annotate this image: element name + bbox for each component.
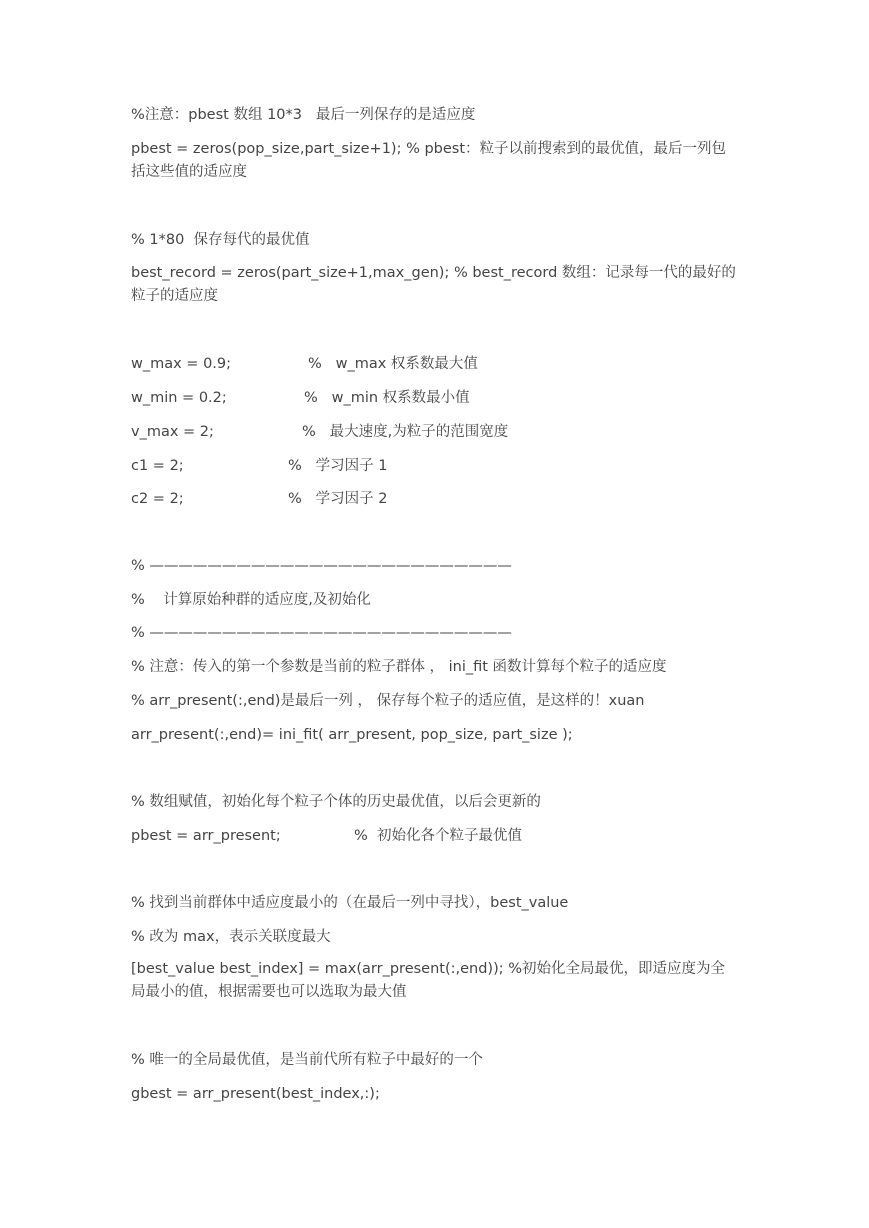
code-line-w-min: w_min = 0.2; <box>131 390 227 406</box>
code-line-v-max: v_max = 2; <box>131 424 214 440</box>
comment-w-max: % w_max 权系数最大值 <box>308 356 478 372</box>
comment-line-max-note: % 改为 max，表示关联度最大 <box>131 929 331 945</box>
comment-line-pbest-note: %注意：pbest 数组 10*3 最后一列保存的是适应度 <box>131 107 476 123</box>
comment-v-max: % 最大速度,为粒子的范围宽度 <box>302 424 509 440</box>
comment-c2: % 学习因子 2 <box>288 491 388 507</box>
comment-line-best-record-note: % 1*80 保存每代的最优值 <box>131 232 310 248</box>
comment-line-gbest-note: % 唯一的全局最优值，是当前代所有粒子中最好的一个 <box>131 1052 483 1068</box>
code-line-best-record-init: best_record = zeros(part_size+1,max_gen); % best_record 数组：记录每一代的最好的粒子的适应度 <box>131 265 736 304</box>
comment-line-pbest-assign-note: % 数组赋值，初始化每个粒子个体的历史最优值，以后会更新的 <box>131 794 541 810</box>
code-line-ini-fit-call: arr_present(:,end)= ini_fit( arr_present, pop_size, part_size ); <box>131 727 573 743</box>
comment-c1: % 学习因子 1 <box>288 458 388 474</box>
code-line-pbest-assign: pbest = arr_present; <box>131 828 281 844</box>
comment-line-find-best-note: % 找到当前群体中适应度最小的（在最后一列中寻找），best_value <box>131 895 569 911</box>
comment-w-min: % w_min 权系数最小值 <box>304 390 470 406</box>
comment-line-ini-fit-note: % 注意：传入的第一个参数是当前的粒子群体 ， ini_fit 函数计算每个粒子的适应度 <box>131 659 667 675</box>
code-line-pbest-init: pbest = zeros(pop_size,part_size+1); % pbest：粒子以前搜索到的最优值，最后一列包括这些值的适应度 <box>131 141 727 180</box>
comment-divider-top: % ————————————————————————— <box>131 558 512 574</box>
comment-section-title: % 计算原始种群的适应度,及初始化 <box>131 592 371 608</box>
comment-line-arr-present-note: % arr_present(:,end)是最后一列 ， 保存每个粒子的适应值，是这样的！xuan <box>131 693 645 709</box>
code-line-c1: c1 = 2; <box>131 458 184 474</box>
code-line-best-value: [best_value best_index] = max(arr_present(:,end)); %初始化全局最优，即适应度为全局最小的值，根据需要也可以选取为最大值 <box>131 961 726 1000</box>
code-line-c2: c2 = 2; <box>131 491 184 507</box>
comment-pbest-assign: % 初始化各个粒子最优值 <box>354 828 522 844</box>
code-line-gbest: gbest = arr_present(best_index,:); <box>131 1086 380 1102</box>
comment-divider-bottom: % ————————————————————————— <box>131 625 512 641</box>
code-line-w-max: w_max = 0.9; <box>131 356 232 372</box>
